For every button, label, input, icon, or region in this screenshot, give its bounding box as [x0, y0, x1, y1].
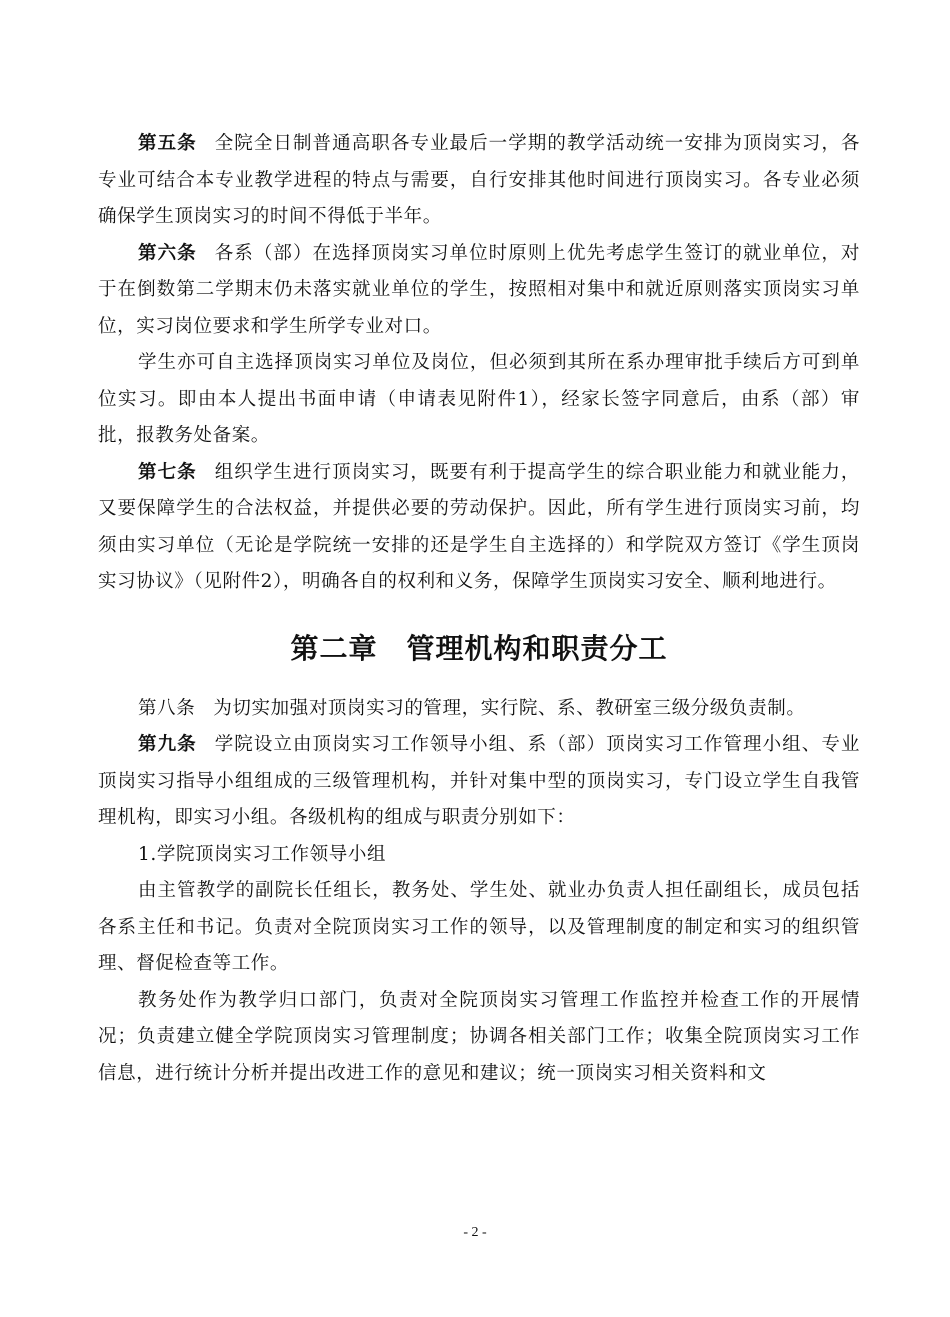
article-9 — [98, 727, 860, 837]
article-6-continuation-text: 学生亦可自主选择顶岗实习单位及岗位，但必须到其所在系办理审批手续后方可到单位实习。即由本人提出书面申请（申请表见附件1），经家长签字同意后，由系（部）审批，报教务处备案。 — [98, 352, 860, 446]
page-number: - 2 - — [463, 1225, 487, 1240]
article-5 — [98, 126, 860, 236]
article-9-text: 学院设立由顶岗实习工作领导小组、系（部）顶岗实习工作管理小组、专业顶岗实习指导小组组成的三级管理机构，并针对集中型的顶岗实习，专门设立学生自我管理机构，即实习小组。各级机构的组成与职责分别如下： — [98, 734, 860, 828]
article-6-label: 第六条 — [138, 242, 197, 264]
article-6-continuation — [98, 345, 860, 455]
article-6-text: 各系（部）在选择顶岗实习单位时原则上优先考虑学生签订的就业单位，对于在倒数第二学期末仍未落实就业单位的学生，按照相对集中和就近原则落实顶岗实习单位，实习岗位要求和学生所学专业对口。 — [98, 242, 860, 337]
article-9-label: 第九条 — [138, 734, 197, 755]
article-8-label: 第八条 — [138, 697, 196, 719]
leadership-group-paragraph — [98, 873, 860, 983]
article-8 — [98, 691, 860, 728]
leadership-group-text: 由主管教学的副院长任组长，教务处、学生处、就业办负责人担任副组长，成员包括各系主任和书记。负责对全院顶岗实习工作的领导，以及管理制度的制定和实习的组织管理、督促检查等工作。 — [98, 880, 860, 974]
article-7-text: 组织学生进行顶岗实习，既要有利于提高学生的综合职业能力和就业能力，又要保障学生的合法权益，并提供必要的劳动保护。因此，所有学生进行顶岗实习前，均须由实习单位（无论是学院统一安排的还是学生自主选择的）和学院双方签订《学生顶岗实习协议》（见附件2），明确各自的权利和义务，保障学生顶岗实习安全、顺利地进行。 — [98, 461, 860, 592]
article-5-text: 全院全日制普通高职各专业最后一学期的教学活动统一安排为顶岗实习，各专业可结合本专业教学进程的特点与需要，自行安排其他时间进行顶岗实习。各专业必须确保学生顶岗实习的时间不得低于半年。 — [98, 133, 860, 227]
academic-office-paragraph — [98, 983, 860, 1093]
article-6 — [98, 236, 860, 346]
subsection-heading-text: 1.学院顶岗实习工作领导小组 — [138, 843, 387, 865]
academic-office-text: 教务处作为教学归口部门，负责对全院顶岗实习管理工作监控并检查工作的开展情况；负责建立健全学院顶岗实习管理制度；协调各相关部门工作；收集全院顶岗实习工作信息，进行统计分析并提出改进工作的意见和建议；统一顶岗实习相关资料和文 — [98, 989, 860, 1084]
subsection-heading — [98, 837, 860, 874]
article-8-text: 为切实加强对顶岗实习的管理，实行院、系、教研室三级分级负责制。 — [213, 697, 806, 719]
article-7-label: 第七条 — [138, 461, 197, 483]
chapter-title: 第二章 管理机构和职责分工 — [290, 631, 668, 665]
document-body — [98, 126, 860, 1092]
article-7 — [98, 455, 860, 601]
article-5-label: 第五条 — [138, 133, 197, 154]
